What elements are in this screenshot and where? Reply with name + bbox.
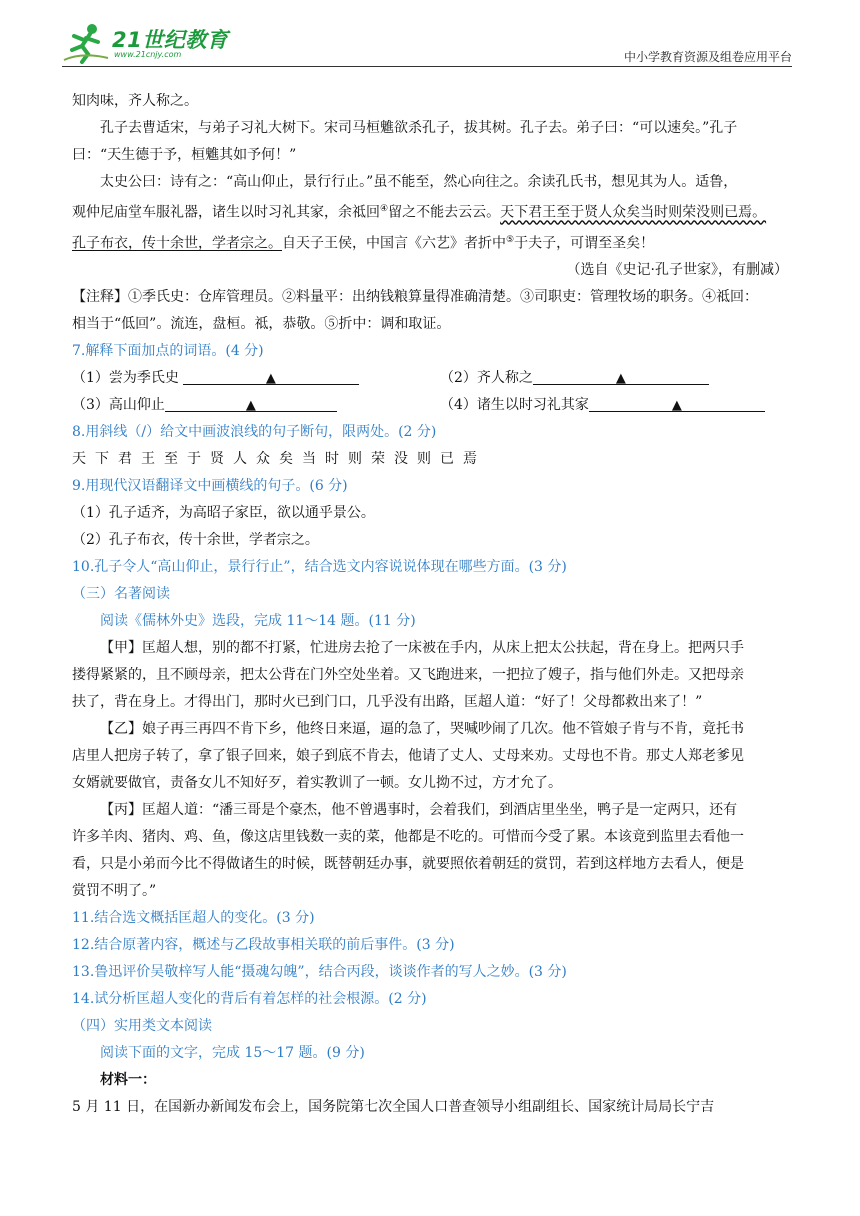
material-label: 材料一： — [100, 1072, 156, 1089]
section-heading: （三）名著阅读 — [72, 586, 170, 603]
underlined-sentence: 孔子布衣，传十余世，学者宗之。 — [72, 235, 282, 252]
question-7: 7.解释下面加点的词语。(4 分) — [72, 343, 264, 360]
question-10: 10.孔子令人“高山仰止，景行行止”，结合选文内容说说体现在哪些方面。(3 分) — [72, 559, 567, 576]
logo — [62, 22, 242, 64]
answer-blank[interactable]: ▲ — [183, 368, 359, 385]
text-line: 曰：“天生德于予，桓魋其如予何！” — [72, 147, 297, 163]
text-line: 【丙】匡超人道：“潘三哥是个豪杰，他不曾遇事时，会着我们，到酒店里坐坐，鸭子是一定两只，还有 — [100, 802, 738, 819]
text-line: 【甲】匡超人想，别的都不打紧，忙进房去抢了一床被在手内，从床上把太公扶起，背在身上。把两只手 — [100, 640, 744, 657]
section-heading: （四）实用类文本阅读 — [72, 1018, 212, 1035]
answer-blank[interactable]: ▲ — [589, 395, 765, 412]
text-line: 店里人把房子转了，拿了银子回来，娘子到底不肯去，他请了丈人、丈母来劝。丈母也不肯。那丈人郑老爹见 — [72, 748, 744, 765]
question-14: 14.试分析匡超人变化的背后有着怎样的社会根源。(2 分) — [72, 991, 427, 1008]
text-line: 孔子布衣，传十余世，学者宗之。自天子王侯，中国言《六艺》者折中⑤于夫子，可谓至圣矣！ — [72, 234, 655, 252]
text-line: 【乙】娘子再三再四不肯下乡，他终日来逼，逼的急了，哭喊吵闹了几次。他不管娘子肯与不肯，竟托书 — [100, 721, 744, 738]
text-line: 知肉味，齐人称之。 — [72, 93, 198, 109]
answer-blank[interactable]: ▲ — [165, 395, 337, 412]
text-line: 太史公曰：诗有之：“高山仰止，景行行止。”虽不能至，然心向往之。余读孔氏书，想见其为人。适鲁， — [100, 174, 738, 190]
text-line: （2）孔子布衣，传十余世，学者宗之。 — [72, 532, 319, 549]
text-line: 5 月 11 日，在国新办新闻发布会上，国务院第七次全国人口普查领导小组副组长、国家统计局局长宁吉 — [72, 1099, 715, 1116]
answer-row: （3）高山仰止 ▲ （4）诸生以时习礼其家 ▲ — [72, 392, 788, 419]
notes: 相当于“低回”。流连，盘桓。祗，恭敬。⑤折中：调和取证。 — [72, 316, 451, 333]
text-line: 观仲尼庙堂车服礼器，诸生以时习礼其家，余祗回④留之不能去云云。天下君王至于贤人众矣当时则荣没则已焉。 — [72, 204, 767, 221]
platform-name: 中小学教育资源及组卷应用平台 — [623, 50, 792, 64]
question-8: 8.用斜线（/）给文中画波浪线的句子断句，限两处。(2 分) — [72, 424, 437, 441]
text-line: 扶了，背在身上。才得出门，那时火已到门口，几乎没有出路，匡超人道：“好了！父母都救出来了！” — [72, 694, 703, 711]
answer-blank[interactable]: ▲ — [533, 368, 709, 385]
logo-text: 21世纪教育 — [112, 28, 229, 52]
sentence-to-punctuate: 天下君王至于贤人众矣当时则荣没则已焉 — [72, 451, 486, 468]
notes: 【注释】①季氏史：仓库管理员。②料量平：出纳钱粮算量得准确清楚。③司职吏：管理牧场的职务。④祗回： — [72, 289, 758, 306]
question-11: 11.结合选文概括匡超人的变化。(3 分) — [72, 910, 315, 927]
text-line: 许多羊肉、猪肉、鸡、鱼，像这店里钱数一卖的菜，他都是不吃的。可惜而今受了累。本该竟到监里去看他一 — [72, 829, 744, 846]
section-intro: 阅读《儒林外史》选段，完成 11～14 题。(11 分) — [100, 613, 416, 630]
text-line: 搂得紧紧的，且不顾母亲，把太公背在门外空处坐着。又飞跑进来，一把拉了嫂子，指与他们外走。又把母亲 — [72, 667, 744, 684]
text-line: 孔子去曹适宋，与弟子习礼大树下。宋司马桓魋欲杀孔子，拔其树。孔子去。弟子曰：“可以速矣。”孔子 — [100, 120, 738, 136]
text-line: 看，只是小弟而今比不得做诸生的时候，既替朝廷办事，就要照依着朝廷的赏罚，若到这样地方去看人，便是 — [72, 856, 744, 873]
section-intro: 阅读下面的文字，完成 15～17 题。(9 分) — [100, 1045, 365, 1062]
text-line: 女婿就要做官，责备女儿不知好歹，着实教训了一顿。女儿拗不过，方才允了。 — [72, 775, 562, 792]
logo-url: www.21cnjy.com — [114, 50, 182, 59]
wavy-line-sentence: 天下君王至于贤人众矣当时则荣没则已焉。 — [500, 204, 767, 221]
text-line: （1）孔子适齐，为高昭子家臣，欲以通乎景公。 — [72, 505, 375, 522]
source-citation: （选自《史记·孔子世家》，有删减） — [566, 262, 788, 279]
runner-logo-icon — [62, 22, 112, 64]
question-13: 13.鲁迅评价吴敬梓写人能“摄魂勾魄”，结合丙段，谈谈作者的写人之妙。(3 分) — [72, 964, 567, 981]
question-12: 12.结合原著内容，概述与乙段故事相关联的前后事件。(3 分) — [72, 937, 455, 954]
answer-row: （1）尝为季氏史 ▲ （2）齐人称之 ▲ — [72, 365, 788, 392]
text-line: 赏罚不明了。” — [72, 883, 157, 900]
page-header — [62, 22, 792, 67]
question-9: 9.用现代汉语翻译文中画横线的句子。(6 分) — [72, 478, 348, 495]
document-body — [72, 88, 788, 1121]
